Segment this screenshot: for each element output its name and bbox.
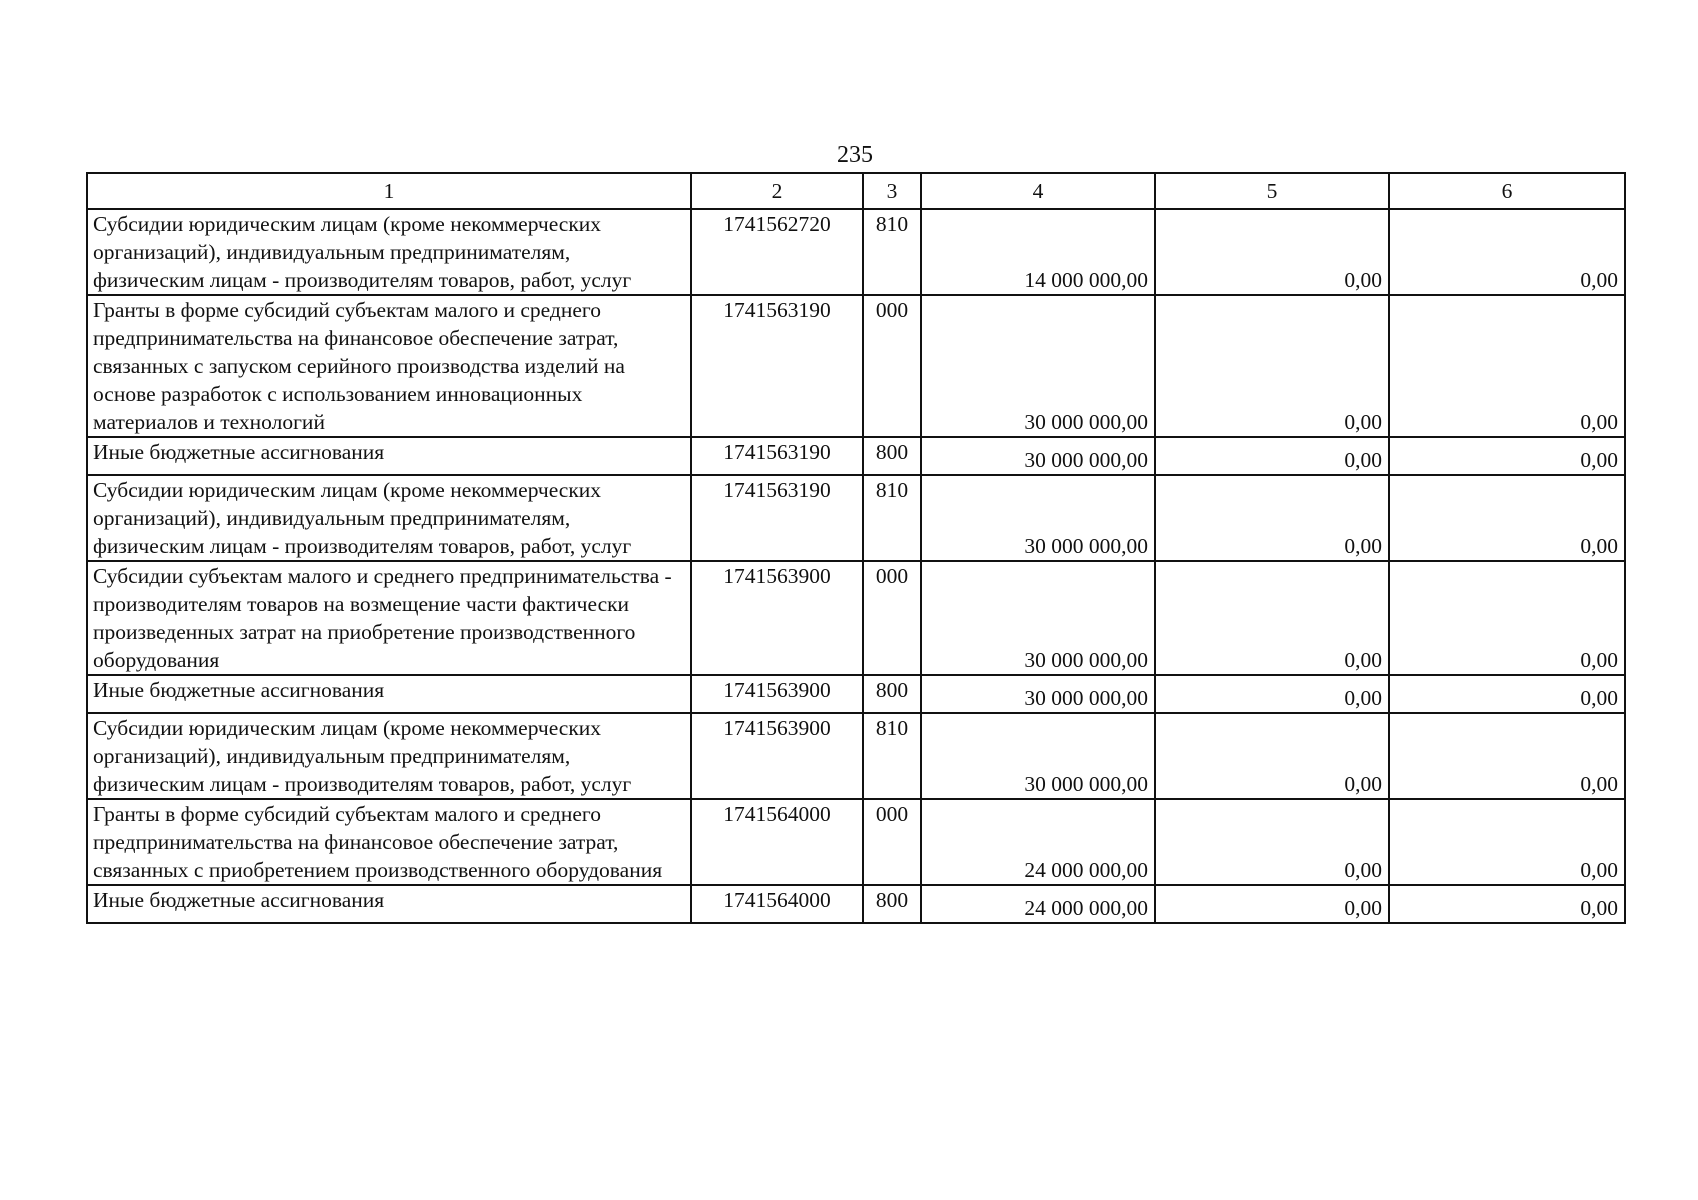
row-amount-4: 30 000 000,00 (921, 295, 1155, 437)
column-header-4: 4 (921, 173, 1155, 209)
table-row (87, 799, 1625, 885)
row-amount-4: 24 000 000,00 (921, 885, 1155, 923)
row-amount-6: 0,00 (1389, 885, 1625, 923)
row-expense-type: 810 (863, 713, 921, 799)
row-amount-6: 0,00 (1389, 675, 1625, 713)
row-amount-5: 0,00 (1155, 885, 1389, 923)
table-row (87, 885, 1625, 923)
row-target-code: 1741563900 (691, 561, 863, 675)
row-amount-5: 0,00 (1155, 475, 1389, 561)
table-row (87, 209, 1625, 295)
row-amount-4: 30 000 000,00 (921, 561, 1155, 675)
column-header-3: 3 (863, 173, 921, 209)
row-name: Субсидии юридическим лицам (кроме некоммерческих организаций), индивидуальным предпринимателям, физическим лицам - производителям товаров, работ, услуг (87, 713, 691, 799)
row-amount-5: 0,00 (1155, 713, 1389, 799)
table-row (87, 713, 1625, 799)
page-number: 235 (837, 142, 873, 168)
column-header-6: 6 (1389, 173, 1625, 209)
row-target-code: 1741563190 (691, 295, 863, 437)
row-expense-type: 800 (863, 885, 921, 923)
row-name: Гранты в форме субсидий субъектам малого и среднего предпринимательства на финансовое обеспечение затрат, связанных с приобретением производственного оборудования (87, 799, 691, 885)
row-expense-type: 810 (863, 475, 921, 561)
table-row (87, 437, 1625, 475)
row-target-code: 1741563900 (691, 675, 863, 713)
row-name: Иные бюджетные ассигнования (87, 437, 691, 475)
row-expense-type: 000 (863, 295, 921, 437)
row-amount-6: 0,00 (1389, 475, 1625, 561)
row-amount-4: 30 000 000,00 (921, 475, 1155, 561)
row-amount-6: 0,00 (1389, 561, 1625, 675)
row-amount-5: 0,00 (1155, 675, 1389, 713)
table-header-row (87, 173, 1625, 209)
row-expense-type: 810 (863, 209, 921, 295)
table-row (87, 295, 1625, 437)
row-name: Субсидии субъектам малого и среднего предпринимательства - производителям товаров на возмещение части фактически произведенных затрат на приобретение производственного оборудования (87, 561, 691, 675)
row-amount-5: 0,00 (1155, 209, 1389, 295)
row-target-code: 1741564000 (691, 799, 863, 885)
row-expense-type: 800 (863, 437, 921, 475)
row-amount-4: 30 000 000,00 (921, 437, 1155, 475)
row-expense-type: 800 (863, 675, 921, 713)
row-amount-4: 24 000 000,00 (921, 799, 1155, 885)
budget-table (86, 172, 1626, 924)
row-target-code: 1741563900 (691, 713, 863, 799)
column-header-1: 1 (87, 173, 691, 209)
row-name: Иные бюджетные ассигнования (87, 885, 691, 923)
column-header-5: 5 (1155, 173, 1389, 209)
row-amount-6: 0,00 (1389, 713, 1625, 799)
table-row (87, 561, 1625, 675)
row-target-code: 1741562720 (691, 209, 863, 295)
row-name: Субсидии юридическим лицам (кроме некоммерческих организаций), индивидуальным предпринимателям, физическим лицам - производителям товаров, работ, услуг (87, 475, 691, 561)
row-amount-5: 0,00 (1155, 295, 1389, 437)
row-amount-6: 0,00 (1389, 799, 1625, 885)
row-amount-4: 30 000 000,00 (921, 675, 1155, 713)
row-amount-6: 0,00 (1389, 437, 1625, 475)
row-name: Гранты в форме субсидий субъектам малого и среднего предпринимательства на финансовое обеспечение затрат, связанных с запуском серийного производства изделий на основе разработок с использованием инновационных материалов и технологий (87, 295, 691, 437)
row-amount-4: 30 000 000,00 (921, 713, 1155, 799)
row-amount-5: 0,00 (1155, 561, 1389, 675)
row-target-code: 1741563190 (691, 437, 863, 475)
row-expense-type: 000 (863, 799, 921, 885)
column-header-2: 2 (691, 173, 863, 209)
row-amount-4: 14 000 000,00 (921, 209, 1155, 295)
row-amount-5: 0,00 (1155, 799, 1389, 885)
row-target-code: 1741563190 (691, 475, 863, 561)
row-amount-6: 0,00 (1389, 209, 1625, 295)
row-target-code: 1741564000 (691, 885, 863, 923)
row-expense-type: 000 (863, 561, 921, 675)
table-row (87, 675, 1625, 713)
row-amount-6: 0,00 (1389, 295, 1625, 437)
row-name: Иные бюджетные ассигнования (87, 675, 691, 713)
table-row (87, 475, 1625, 561)
row-name: Субсидии юридическим лицам (кроме некоммерческих организаций), индивидуальным предпринимателям, физическим лицам - производителям товаров, работ, услуг (87, 209, 691, 295)
row-amount-5: 0,00 (1155, 437, 1389, 475)
